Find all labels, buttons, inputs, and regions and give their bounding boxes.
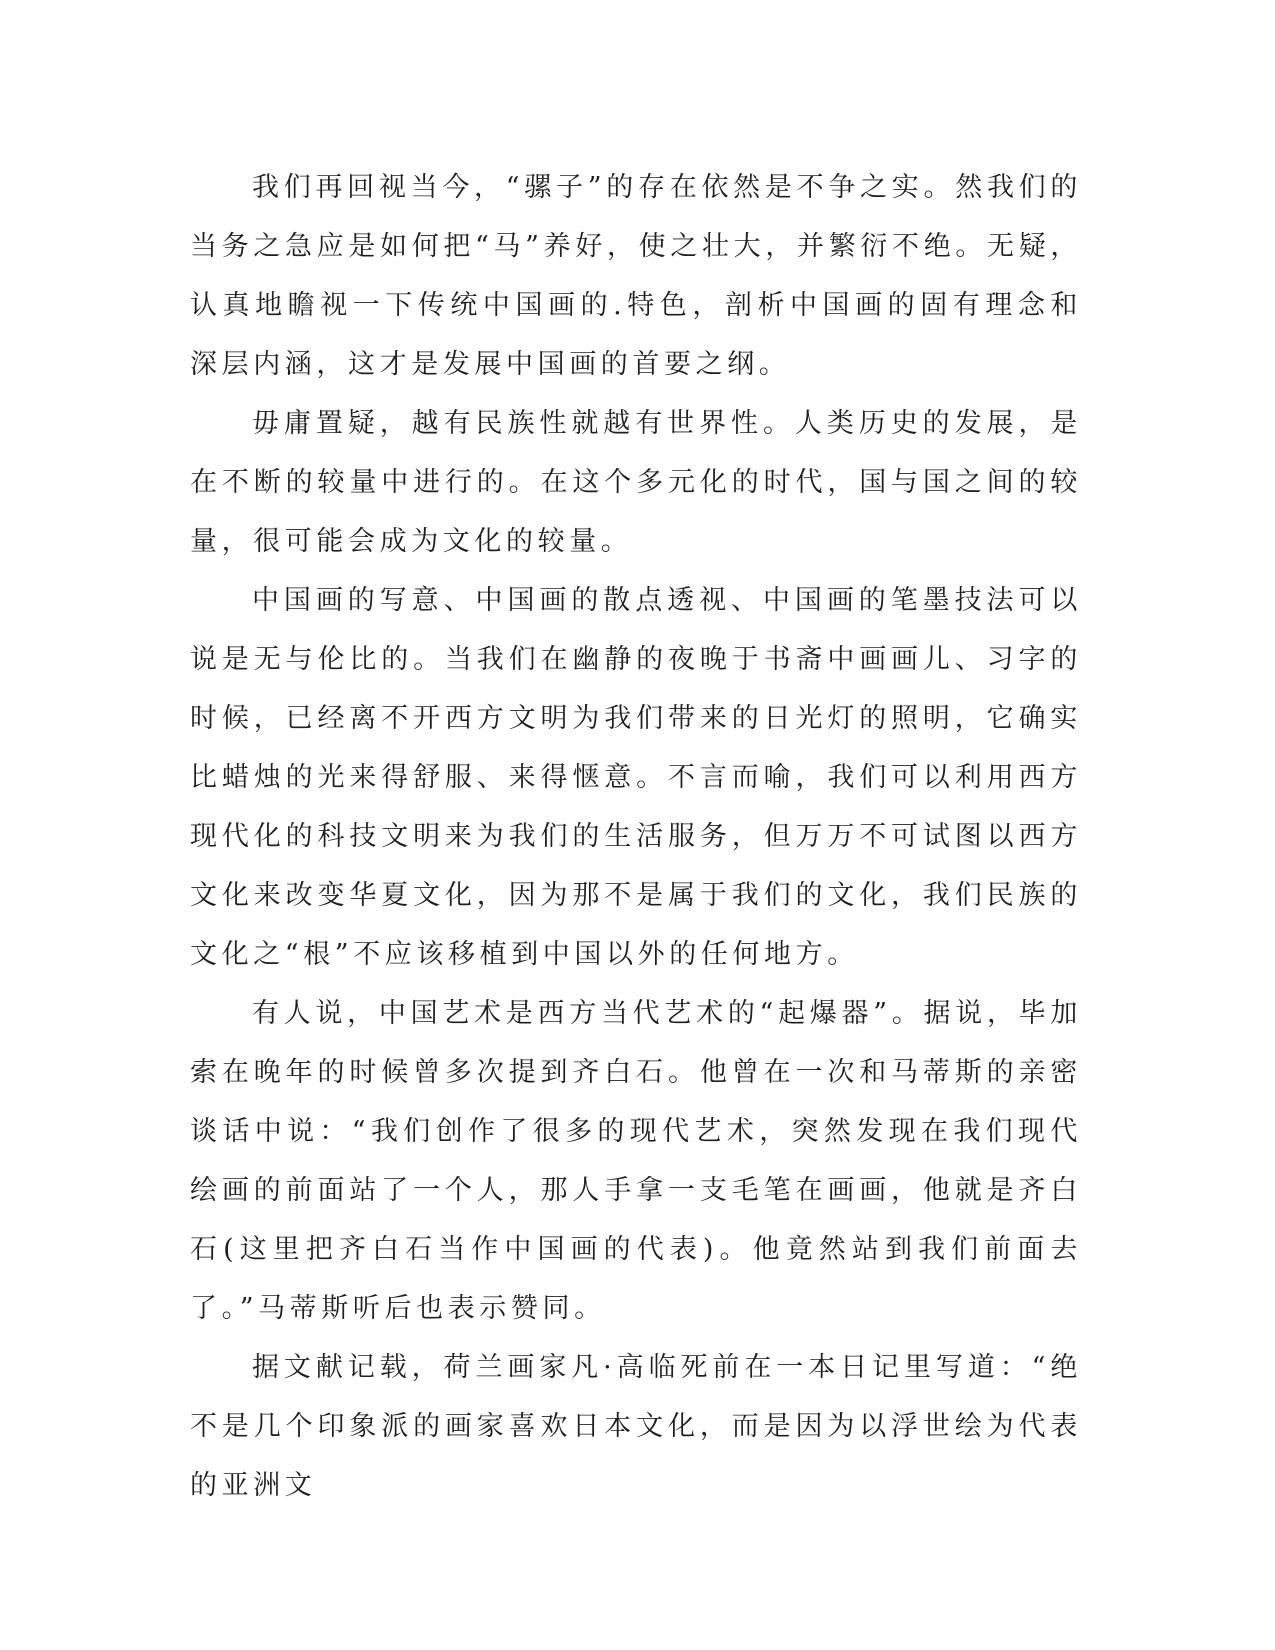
paragraph-5: 据文献记载，荷兰画家凡·高临死前在一本日记里写道：“绝不是几个印象派的画家喜欢日本文化，而是因为以浮世绘为代表的亚洲文 <box>190 1352 1082 1501</box>
document-body <box>190 158 1082 1515</box>
paragraph-3: 中国画的写意、中国画的散点透视、中国画的笔墨技法可以说是无与伦比的。当我们在幽静的夜晚于书斋中画画儿、习字的时候，已经离不开西方文明为我们带来的日光灯的照明，它确实比蜡烛的光来得舒服、来得惬意。不言而喻，我们可以利用西方现代化的科技文明来为我们的生活服务，但万万不可试图以西方文化来改变华夏文化，因为那不是属于我们的文化，我们民族的文化之“根”不应该移植到中国以外的任何地方。 <box>190 585 1082 970</box>
paragraph-4: 有人说，中国艺术是西方当代艺术的“起爆器”。据说，毕加索在晚年的时候曾多次提到齐白石。他曾在一次和马蒂斯的亲密谈话中说：“我们创作了很多的现代艺术，突然发现在我们现代绘画的前面站了一个人，那人手拿一支毛笔在画画，他就是齐白石(这里把齐白石当作中国画的代表)。他竟然站到我们前面去了。”马蒂斯听后也表示赞同。 <box>190 998 1082 1324</box>
paragraph-1: 我们再回视当今，“骡子”的存在依然是不争之实。然我们的当务之急应是如何把“马”养好，使之壮大，并繁衍不绝。无疑，认真地瞻视一下传统中国画的.特色，剖析中国画的固有理念和深层内涵，这才是发展中国画的首要之纲。 <box>190 172 1082 380</box>
paragraph-2: 毋庸置疑，越有民族性就越有世界性。人类历史的发展，是在不断的较量中进行的。在这个多元化的时代，国与国之间的较量，很可能会成为文化的较量。 <box>190 408 1082 557</box>
